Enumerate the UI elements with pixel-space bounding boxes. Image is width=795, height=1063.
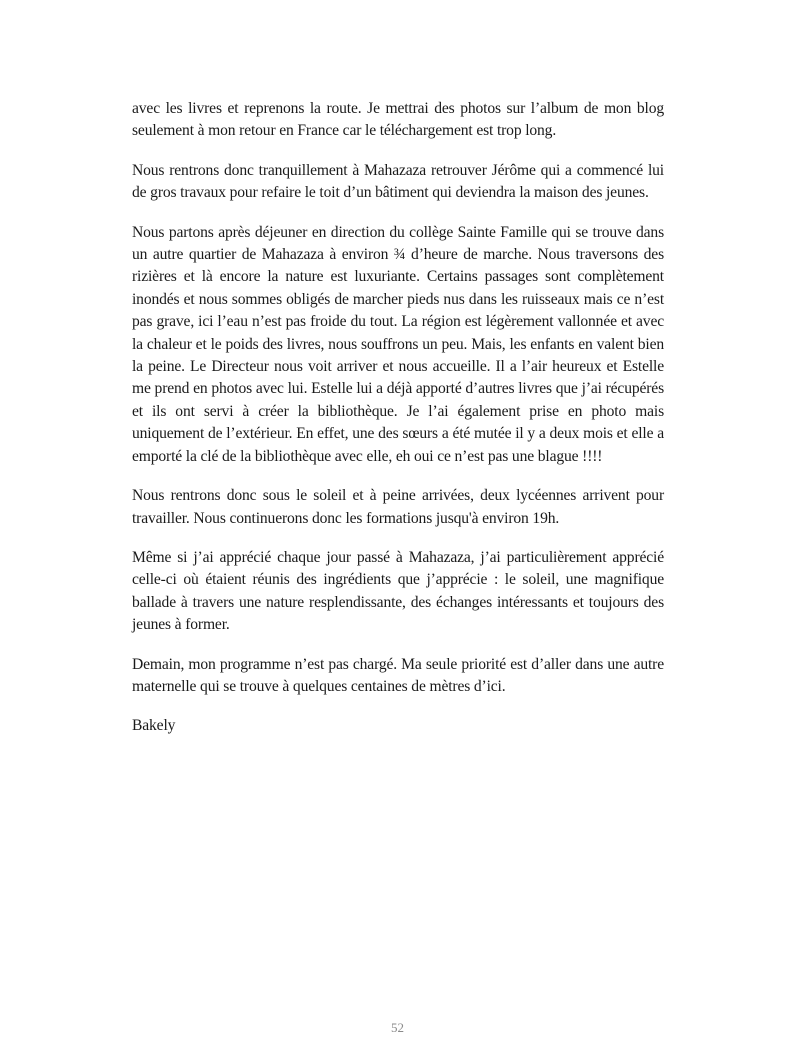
signature: Bakely bbox=[132, 717, 176, 735]
paragraph-1: avec les livres et reprenons la route. Je mettrai des photos sur l’album de mon blog seulement à mon retour en France car le téléchargement est trop long. bbox=[132, 100, 664, 140]
document-body bbox=[132, 98, 664, 755]
page-number: 52 bbox=[391, 1020, 404, 1035]
paragraph-4: Nous rentrons donc sous le soleil et à peine arrivées, deux lycéennes arrivent pour travailler. Nous continuerons donc les formations jusqu'à environ 19h. bbox=[132, 487, 664, 527]
paragraph-2: Nous rentrons donc tranquillement à Mahazaza retrouver Jérôme qui a commencé lui de gros travaux pour refaire le toit d’un bâtiment qui deviendra la maison des jeunes. bbox=[132, 161, 664, 202]
paragraph-6: Demain, mon programme n’est pas chargé. Ma seule priorité est d’aller dans une autre maternelle qui se trouve à quelques centaines de mètres d’ici. bbox=[132, 655, 664, 695]
paragraph-5: Même si j’ai apprécié chaque jour passé à Mahazaza, j’ai particulièrement apprécié celle-ci où étaient réunis des ingrédients que j’apprécie : le soleil, une magnifique ballade à travers une nature resplendissante, des échanges intéressants et toujours des jeunes à former. bbox=[132, 548, 664, 634]
paragraph-3: Nous partons après déjeuner en direction du collège Sainte Famille qui se trouve dans un autre quartier de Mahazaza à environ ¾ d’heure de marche. Nous traversons des rizières et là encore la nature est luxuriante. Certains passages sont complètement inondés et nous sommes obligés de marcher pieds nus dans les ruisseaux mais ce n’est pas grave, ici l’eau n’est pas froide du tout. La région est légèrement vallonnée et avec la chaleur et le poids des livres, nous souffrons un peu. Mais, les enfants en valent bien la peine. Le Directeur nous voit arriver et nous accueille. Il a l’air heureux et Estelle me prend en photos avec lui. Estelle lui a déjà apporté d’autres livres que j’ai récupérés et ils ont servi à créer la bibliothèque. Je l’ai également prise en photo mais uniquement de l’extérieur. En effet, une des sœurs a été mutée il y a deux mois et elle a emporté la clé de la bibliothèque avec elle, eh oui ce n’est pas une blague !!!! bbox=[132, 223, 664, 465]
